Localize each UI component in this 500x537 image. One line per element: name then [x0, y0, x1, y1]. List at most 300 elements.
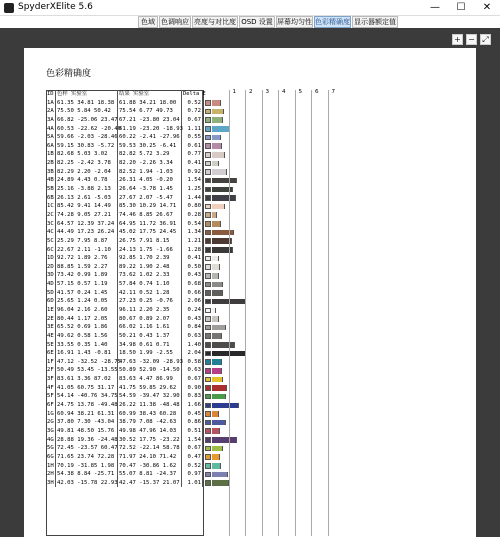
delta-e-bar — [212, 454, 220, 460]
patch-id: 1A — [46, 99, 56, 108]
delta-e-bar — [212, 411, 219, 417]
tab-display-rating[interactable]: 显示器额定值 — [354, 18, 396, 26]
delta-e-value: 0.72 — [183, 107, 203, 116]
patch-id: 5G — [46, 444, 56, 453]
target-lab: 60.94 38.21 61.31 — [57, 410, 118, 419]
delta-e-value: 0.67 — [183, 444, 203, 453]
delta-e-value: 1.40 — [183, 341, 203, 350]
color-swatch — [205, 368, 211, 374]
patch-id: 1E — [46, 306, 56, 315]
delta-e-value: 0.41 — [183, 159, 203, 168]
measured-lab: 85.30 10.29 14.71 — [119, 202, 182, 211]
patch-id: 5B — [46, 185, 56, 194]
delta-e-bar — [212, 333, 222, 339]
patch-id: 2A — [46, 107, 56, 116]
header-id: ID — [46, 90, 56, 99]
measured-lab: 64.95 11.72 36.91 — [119, 220, 182, 229]
target-lab: 83.61 3.36 87.02 — [57, 375, 118, 384]
delta-e-bar — [212, 195, 236, 201]
report-title: 色彩精确度 — [46, 69, 92, 79]
color-swatch — [205, 420, 211, 426]
color-swatch — [205, 437, 211, 443]
target-lab: 50.49 53.45 -13.55 — [57, 367, 118, 374]
patch-id: 2D — [46, 263, 56, 272]
target-lab: 70.19 -31.85 1.98 — [57, 462, 118, 471]
color-swatch — [205, 195, 211, 201]
delta-e-bar — [212, 420, 226, 426]
measured-lab: 50.21 0.43 1.37 — [119, 332, 182, 341]
delta-e-value: 0.61 — [183, 142, 203, 151]
measured-lab: 71.97 24.10 71.42 — [119, 453, 182, 462]
title-bar — [0, 0, 500, 16]
color-swatch — [205, 325, 211, 331]
delta-e-bar — [212, 161, 219, 167]
target-lab: 54.14 -40.76 34.75 — [57, 393, 118, 400]
patch-id: 3H — [46, 479, 56, 488]
patch-id: 4E — [46, 332, 56, 341]
target-lab: 74.28 9.05 27.21 — [57, 211, 118, 220]
measured-lab: 82.82 5.72 3.29 — [119, 150, 182, 159]
target-lab: 25.16 -3.88 2.13 — [57, 185, 118, 194]
delta-e-bar — [212, 187, 233, 193]
delta-e-value: 0.63 — [183, 366, 203, 375]
tab-color-accuracy[interactable]: 色彩精确度 — [315, 18, 350, 26]
measured-lab: 66.02 1.16 1.61 — [119, 323, 182, 332]
color-swatch — [205, 238, 211, 244]
color-swatch — [205, 143, 211, 149]
delta-e-bar — [212, 264, 220, 270]
delta-e-value: 0.63 — [183, 332, 203, 341]
delta-e-value: 1.44 — [183, 194, 203, 203]
delta-e-bar — [212, 428, 220, 434]
measured-lab: 55.07 8.81 -24.37 — [119, 470, 182, 479]
target-lab: 73.42 0.99 1.89 — [57, 271, 118, 280]
fit-page-icon[interactable]: ⤢ — [480, 34, 491, 45]
patch-id: 1F — [46, 358, 56, 367]
minimize-button[interactable]: — — [430, 2, 440, 13]
delta-e-value: 0.77 — [183, 150, 203, 159]
measured-lab: 18.50 1.99 -2.55 — [119, 349, 182, 358]
measured-lab: 26.75 7.91 8.15 — [119, 237, 182, 246]
scale-gridline — [278, 89, 286, 536]
delta-e-value: 0.68 — [183, 280, 203, 289]
target-lab: 65.52 0.69 1.86 — [57, 323, 118, 332]
delta-e-bar — [212, 316, 219, 322]
patch-id: 4F — [46, 384, 56, 393]
color-swatch — [205, 342, 211, 348]
target-lab: 54.38 8.84 -25.71 — [57, 470, 118, 479]
tab-tone-response[interactable]: 色调响应 — [161, 18, 189, 26]
delta-e-bar — [212, 282, 223, 288]
measured-lab: 27.67 2.07 -5.47 — [119, 194, 182, 203]
delta-e-value: 0.47 — [183, 453, 203, 462]
scale-tick-label: 4 — [282, 89, 286, 95]
delta-e-bar — [212, 377, 223, 383]
target-lab: 44.49 17.23 26.24 — [57, 228, 118, 237]
delta-e-bar — [212, 368, 222, 374]
color-swatch — [205, 247, 211, 253]
tab-screen-uniformity[interactable]: 屏幕均匀性 — [277, 18, 312, 26]
target-lab: 66.82 -25.06 23.47 — [57, 116, 118, 123]
color-swatch — [205, 333, 211, 339]
scale-tick-label: 1 — [232, 89, 237, 95]
delta-e-bar — [212, 178, 237, 184]
measured-lab: 72.52 -22.14 58.78 — [119, 444, 182, 453]
target-lab: 57.15 0.57 1.19 — [57, 280, 118, 289]
delta-e-value: 1.21 — [183, 237, 203, 246]
patch-id: 5F — [46, 392, 56, 401]
measured-lab: 38.79 7.08 -42.63 — [119, 418, 182, 427]
measured-lab: 47.63 -32.09 -28.93 — [119, 358, 183, 365]
target-lab: 33.55 0.35 1.40 — [57, 341, 118, 350]
window-title: SpyderXElite 5.6 — [18, 2, 93, 12]
delta-e-bar — [212, 359, 222, 365]
patch-id: 5D — [46, 289, 56, 298]
patch-id: 3F — [46, 375, 56, 384]
color-swatch — [205, 480, 211, 486]
scale-gridline — [229, 89, 237, 536]
target-lab: 25.29 7.95 8.87 — [57, 237, 118, 246]
delta-e-bar — [212, 480, 229, 486]
zoom-in-icon[interactable]: + — [452, 34, 463, 45]
target-lab: 16.91 1.43 -0.81 — [57, 349, 118, 358]
color-swatch — [205, 221, 211, 227]
delta-e-bar — [212, 273, 219, 279]
target-lab: 59.66 -2.03 -28.46 — [57, 134, 118, 141]
delta-e-bar — [212, 100, 221, 106]
measured-lab: 70.47 -30.86 1.62 — [119, 462, 182, 471]
delta-e-value: 0.90 — [183, 384, 203, 393]
delta-e-bar — [212, 403, 239, 409]
scale-tick-label: 3 — [265, 89, 270, 95]
patch-id: 2B — [46, 159, 56, 168]
scale-tick-label: 2 — [249, 89, 253, 95]
delta-e-value: 0.58 — [183, 358, 203, 367]
color-swatch — [205, 428, 211, 434]
delta-e-value: 1.54 — [183, 436, 203, 445]
measured-lab: 49.98 47.96 14.03 — [119, 427, 182, 436]
delta-e-bar — [212, 143, 222, 149]
color-swatch — [205, 359, 211, 365]
measured-lab: 89.22 1.90 2.48 — [119, 263, 182, 272]
delta-e-value: 1.66 — [183, 401, 203, 410]
patch-id: 3B — [46, 168, 56, 177]
target-lab: 59.15 30.83 -5.72 — [57, 142, 118, 151]
color-swatch — [205, 351, 211, 357]
color-swatch — [205, 316, 211, 322]
scale-gridline — [328, 89, 336, 536]
header-measured: 结果 实验室 — [119, 90, 182, 99]
measured-lab: 92.85 1.70 2.39 — [119, 254, 182, 263]
target-lab: 22.67 2.11 -1.10 — [57, 246, 118, 255]
delta-e-bar — [212, 394, 226, 400]
measured-lab: 57.84 0.74 1.10 — [119, 280, 182, 289]
delta-e-bar — [212, 385, 227, 391]
delta-e-value: 1.34 — [183, 228, 203, 237]
target-lab: 26.13 2.61 -5.03 — [57, 194, 118, 203]
target-lab: 41.05 60.75 31.17 — [57, 384, 118, 393]
delta-e-bar — [212, 463, 221, 469]
color-swatch — [205, 403, 211, 409]
color-swatch — [205, 212, 211, 218]
delta-e-value: 0.55 — [183, 133, 203, 142]
patch-id: 6E — [46, 349, 56, 358]
target-lab: 42.03 -15.78 22.93 — [57, 479, 118, 486]
header-target: 色样 实验室 — [57, 90, 118, 99]
delta-e-value: 0.86 — [183, 418, 203, 427]
patch-id: 2F — [46, 366, 56, 375]
color-swatch — [205, 454, 211, 460]
delta-e-value: 0.41 — [183, 254, 203, 263]
delta-e-value: 0.97 — [183, 470, 203, 479]
delta-e-bar — [212, 247, 233, 253]
delta-e-bar — [212, 437, 237, 443]
color-swatch — [205, 394, 211, 400]
patch-id: 4D — [46, 280, 56, 289]
measured-lab: 75.54 6.77 49.73 — [119, 107, 182, 116]
target-lab: 82.68 5.03 3.02 — [57, 150, 118, 159]
app-icon — [4, 3, 14, 13]
target-lab: 80.44 1.17 2.05 — [57, 315, 118, 324]
target-lab: 41.57 0.24 1.45 — [57, 289, 118, 298]
patch-id: 3C — [46, 220, 56, 229]
delta-e-bar — [212, 204, 225, 210]
scale-tick-label: 7 — [331, 89, 336, 95]
patch-id: 4C — [46, 228, 56, 237]
delta-e-value: 0.28 — [183, 211, 203, 220]
patch-id: 3E — [46, 323, 56, 332]
delta-e-bar — [212, 446, 223, 452]
delta-e-value: 0.24 — [183, 306, 203, 315]
color-swatch — [205, 299, 211, 305]
delta-e-value: 0.52 — [183, 462, 203, 471]
delta-e-bar — [212, 117, 223, 123]
target-lab: 71.65 23.74 72.28 — [57, 453, 118, 462]
delta-e-bar — [212, 221, 221, 227]
color-swatch — [205, 230, 211, 236]
tab-brightness-contrast[interactable]: 亮度与对比度 — [194, 18, 236, 26]
delta-e-bar — [212, 135, 221, 141]
measured-lab: 74.46 8.85 26.67 — [119, 211, 182, 220]
target-lab: 96.04 2.16 2.60 — [57, 306, 118, 315]
measured-lab: 26.64 -3.78 1.45 — [119, 185, 182, 194]
measured-lab: 60.99 38.43 60.28 — [119, 410, 182, 419]
patch-id: 2G — [46, 418, 56, 427]
measured-lab: 80.67 0.89 2.07 — [119, 315, 182, 324]
target-lab: 92.72 1.89 2.76 — [57, 254, 118, 263]
measured-lab: 59.53 30.25 -6.41 — [119, 142, 182, 151]
measured-lab: 30.52 17.75 -23.22 — [119, 436, 182, 445]
zoom-out-icon[interactable]: − — [466, 34, 477, 45]
target-lab: 75.50 5.84 50.42 — [57, 107, 118, 116]
tab-osd-settings[interactable]: OSD 设置 — [239, 16, 275, 28]
color-swatch — [205, 290, 211, 296]
patch-id: 6D — [46, 297, 56, 306]
color-swatch — [205, 377, 211, 383]
patch-id: 5C — [46, 237, 56, 246]
target-lab: 24.75 13.78 -49.48 — [57, 402, 118, 409]
delta-e-value: 0.84 — [183, 323, 203, 332]
measured-lab: 61.19 -23.20 -18.93 — [119, 125, 183, 132]
color-swatch — [205, 152, 211, 158]
target-lab: 24.89 4.43 0.78 — [57, 176, 118, 185]
color-swatch — [205, 204, 211, 210]
patch-id: 6C — [46, 246, 56, 255]
target-lab: 49.62 0.58 1.56 — [57, 332, 118, 341]
delta-e-bar — [212, 109, 224, 115]
measured-lab: 54.59 -39.47 32.90 — [119, 392, 182, 401]
measured-lab: 82.20 -2.26 3.34 — [119, 159, 182, 168]
color-swatch — [205, 264, 211, 270]
measured-lab: 26.31 4.05 -0.20 — [119, 176, 182, 185]
measured-lab: 34.98 0.61 0.71 — [119, 341, 182, 350]
measured-lab: 60.22 -2.41 -27.96 — [119, 133, 182, 142]
measured-lab: 24.13 1.75 -1.66 — [119, 246, 182, 255]
delta-e-bar — [212, 308, 216, 314]
patch-id: 1D — [46, 254, 56, 263]
color-swatch — [205, 117, 211, 123]
delta-e-bar — [212, 212, 217, 218]
target-lab: 61.35 34.81 18.38 — [57, 99, 118, 108]
target-lab: 82.25 -2.42 3.78 — [57, 159, 118, 168]
target-lab: 85.42 9.41 14.49 — [57, 202, 118, 211]
delta-e-value: 1.11 — [183, 125, 203, 134]
delta-e-value: 0.54 — [183, 220, 203, 229]
delta-e-value: 1.54 — [183, 176, 203, 185]
color-swatch — [205, 187, 211, 193]
delta-e-value: 2.04 — [183, 349, 203, 358]
color-swatch — [205, 308, 211, 314]
delta-e-value: 0.92 — [183, 168, 203, 177]
header-delta: Delta E — [183, 91, 206, 97]
delta-e-value: 0.80 — [183, 202, 203, 211]
color-swatch — [205, 446, 211, 452]
scale-gridline — [262, 89, 270, 536]
patch-id: 4B — [46, 176, 56, 185]
delta-e-value: 0.45 — [183, 410, 203, 419]
maximize-button[interactable]: ☐ — [456, 2, 466, 13]
patch-id: 1B — [46, 150, 56, 159]
delta-e-value: 1.28 — [183, 246, 203, 255]
color-swatch — [205, 161, 211, 167]
measured-lab: 82.52 1.94 -1.03 — [119, 168, 182, 177]
delta-e-value: 2.06 — [183, 297, 203, 306]
delta-e-value: 0.67 — [183, 116, 203, 125]
color-swatch — [205, 463, 211, 469]
delta-e-value: 0.66 — [183, 289, 203, 298]
measured-lab: 61.88 34.21 18.00 — [119, 99, 182, 108]
delta-e-value: 0.83 — [183, 392, 203, 401]
tab-gamut[interactable]: 色域 — [138, 16, 158, 28]
delta-e-bar — [212, 290, 223, 296]
scale-tick-label: 6 — [315, 89, 319, 95]
patch-id: 4A — [46, 125, 56, 134]
color-swatch — [205, 178, 211, 184]
color-swatch — [205, 411, 211, 417]
patch-id: 6A — [46, 142, 56, 151]
target-lab: 64.57 12.39 37.24 — [57, 220, 118, 229]
report-page — [24, 48, 476, 537]
report-tabs — [0, 16, 500, 28]
target-lab: 88.85 1.59 2.27 — [57, 263, 118, 272]
delta-e-value: 0.67 — [183, 375, 203, 384]
measured-lab: 27.23 0.25 -0.76 — [119, 297, 182, 306]
color-swatch — [205, 282, 211, 288]
patch-id: 3G — [46, 427, 56, 436]
measured-lab: 67.21 -23.80 23.04 — [119, 116, 182, 125]
delta-e-bar — [212, 325, 226, 331]
scale-gridline — [311, 89, 319, 536]
target-lab: 72.45 -23.57 60.47 — [57, 445, 118, 452]
target-lab: 37.80 7.30 -43.04 — [57, 418, 118, 427]
color-swatch — [205, 273, 211, 279]
patch-id: 1H — [46, 462, 56, 471]
measured-lab: 45.02 17.75 24.45 — [119, 228, 182, 237]
color-swatch — [205, 472, 211, 478]
patch-id: 2E — [46, 315, 56, 324]
color-swatch — [205, 169, 211, 175]
delta-e-bar — [212, 472, 228, 478]
measured-lab: 42.47 -15.37 21.07 — [119, 479, 182, 488]
color-swatch — [205, 100, 211, 106]
delta-e-value: 0.51 — [183, 427, 203, 436]
measured-lab: 42.11 0.52 1.28 — [119, 289, 182, 298]
patch-id: 3D — [46, 271, 56, 280]
scale-gridline — [295, 89, 303, 536]
patch-id: 6B — [46, 194, 56, 203]
patch-id: 4G — [46, 436, 56, 445]
target-lab: 25.65 1.24 0.05 — [57, 297, 118, 306]
delta-e-bar — [212, 342, 235, 348]
color-swatch — [205, 256, 211, 262]
measured-lab: 96.11 2.20 2.35 — [119, 306, 182, 315]
patch-id: 1C — [46, 202, 56, 211]
scale-gridline — [245, 89, 253, 536]
measured-lab: 50.89 52.90 -14.50 — [119, 366, 182, 375]
measured-lab: 73.62 1.02 2.33 — [119, 271, 182, 280]
patch-id: 1G — [46, 410, 56, 419]
measured-lab: 83.63 4.47 86.99 — [119, 375, 182, 384]
color-swatch — [205, 126, 211, 132]
patch-id: 6G — [46, 453, 56, 462]
target-lab: 60.53 -22.62 -20.40 — [57, 125, 121, 132]
delta-e-value: 0.43 — [183, 271, 203, 280]
target-lab: 82.29 2.20 -2.04 — [57, 168, 118, 177]
delta-e-value: 0.50 — [183, 263, 203, 272]
patch-id: 3A — [46, 116, 56, 125]
color-swatch — [205, 135, 211, 141]
color-swatch — [205, 385, 211, 391]
delta-e-value: 0.43 — [183, 315, 203, 324]
patch-id: 5A — [46, 133, 56, 142]
patch-id: 2C — [46, 211, 56, 220]
delta-e-bar — [212, 230, 234, 236]
close-button[interactable]: ✕ — [482, 2, 492, 13]
target-lab: 28.88 19.36 -24.48 — [57, 436, 118, 443]
color-swatch — [205, 109, 211, 115]
delta-e-value: 0.52 — [183, 99, 203, 108]
delta-e-bar — [212, 152, 225, 158]
target-lab: 47.12 -32.52 -28.75 — [57, 358, 121, 365]
patch-id: 5E — [46, 341, 56, 350]
delta-e-bar — [212, 169, 227, 175]
patch-id: 6F — [46, 401, 56, 410]
scale-tick-label: 5 — [298, 89, 303, 95]
measured-lab: 41.75 59.85 29.62 — [119, 384, 182, 393]
measured-lab: 26.22 11.38 -48.48 — [119, 401, 182, 410]
patch-id: 2H — [46, 470, 56, 479]
delta-e-value: 1.01 — [183, 479, 203, 488]
